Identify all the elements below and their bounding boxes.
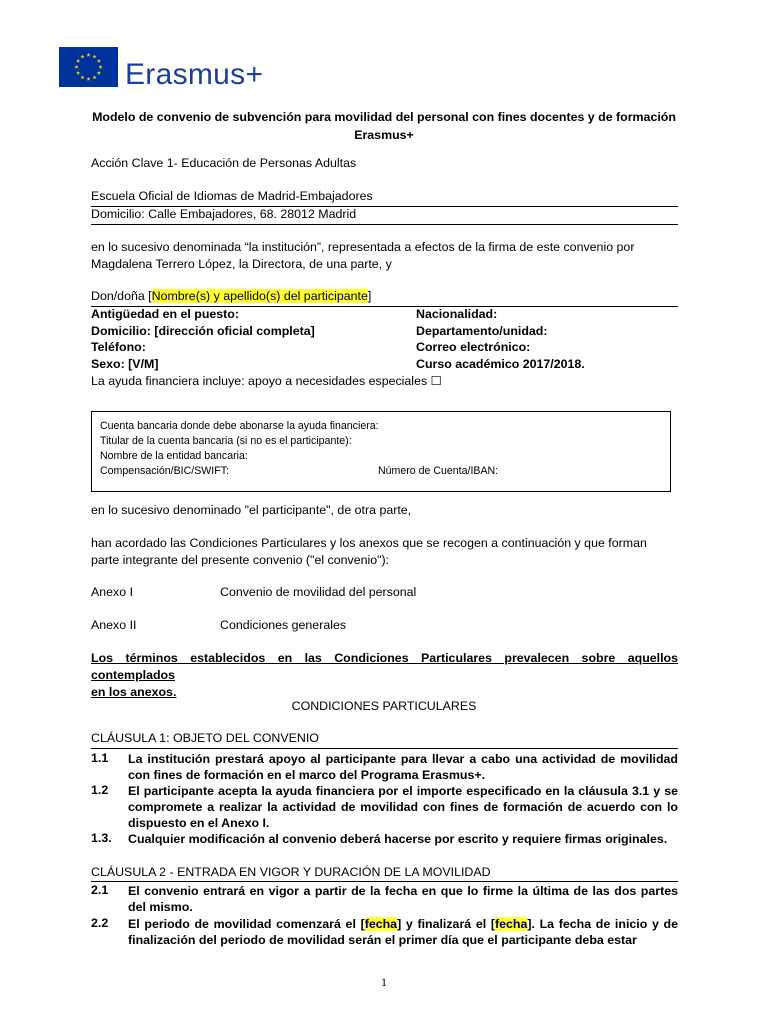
eu-star <box>75 65 79 69</box>
eu-star <box>76 71 80 75</box>
title-line-1: Modelo de convenio de subvención para movilidad del personal con fines docentes y de formación <box>92 110 676 124</box>
participant-name-line <box>91 289 371 303</box>
erasmus-logo-text: Erasmus+ <box>125 58 264 91</box>
sex-label: Sexo: [V/M] <box>91 356 159 371</box>
eu-star <box>87 53 91 57</box>
title-line-2: Erasmus+ <box>354 128 414 142</box>
swift-label: Compensación/BIC/SWIFT: <box>100 465 229 477</box>
institution-name: Escuela Oficial de Idiomas de Madrid-Embajadores <box>91 189 373 203</box>
phone-label: Teléfono: <box>91 340 146 354</box>
participant-suffix: ] <box>367 289 372 303</box>
iban-label: Número de Cuenta/IBAN: <box>378 465 499 477</box>
participant-details-right <box>416 306 585 372</box>
representation-line-2: Magdalena Terrero López, la Directora, de una parte, y <box>91 257 392 271</box>
page-number: 1 <box>381 975 387 989</box>
participant-details-left <box>91 306 315 372</box>
agreement-line-2: parte integrante del presente convenio ("el convenio"): <box>91 553 390 567</box>
institution-representation <box>91 239 678 273</box>
prevail-statement <box>91 650 678 701</box>
email-label: Correo electrónico: <box>416 340 531 354</box>
agreement-line-1: han acordado las Condiciones Particulares y los anexos que se recogen a continuación y que forman <box>91 536 647 550</box>
bank-name-label: Nombre de la entidad bancaria: <box>100 450 248 462</box>
institution-address: Domicilio: Calle Embajadores, 68. 28012 Madrid <box>91 207 357 221</box>
clause-2-1-text: El convenio entrará en vigor a partir de la fecha en que lo firme la última de las dos partes del mismo. <box>128 884 678 914</box>
divider <box>91 881 678 882</box>
clause-2-2-part-1: El periodo de movilidad comenzará el [ <box>128 917 365 931</box>
clause-1-heading: CLÁUSULA 1: OBJETO DEL CONVENIO <box>91 731 319 745</box>
clause-2-2-part-2: ] y finalizará el [ <box>397 917 495 931</box>
clause-2-2-part-3: ]. La fecha de inicio y de finalización del periodo de movilidad serán el primer día que el participante deba estar <box>128 917 678 947</box>
clause-2-2-number: 2.2 <box>91 916 109 930</box>
eu-star <box>99 65 103 69</box>
document-title <box>60 108 708 144</box>
annex-1-text: Convenio de movilidad del personal <box>220 585 417 599</box>
bank-account-label: Cuenta bancaria donde debe abonarse la ayuda financiera: <box>100 420 379 432</box>
eu-star <box>81 75 85 79</box>
clause-1-3-number: 1.3. <box>91 831 112 845</box>
account-holder-label: Titular de la cuenta bancaria (si no es el participante): <box>100 435 352 447</box>
eu-star <box>93 75 97 79</box>
eu-star <box>97 71 101 75</box>
clause-2-1-number: 2.1 <box>91 883 109 897</box>
eu-flag-icon <box>59 47 118 87</box>
agreement-paragraph <box>91 535 678 569</box>
nationality-label: Nacionalidad: <box>416 307 498 321</box>
eu-star <box>76 59 80 63</box>
start-date-placeholder: fecha <box>364 917 398 931</box>
key-action: Acción Clave 1- Educación de Personas Adultas <box>91 156 357 170</box>
clause-1-1-number: 1.1 <box>91 751 109 765</box>
clause-2-heading: CLÁUSULA 2 - ENTRADA EN VIGOR Y DURACIÓN DE LA MOVILIDAD <box>91 865 491 879</box>
conditions-heading: CONDICIONES PARTICULARES <box>291 699 477 713</box>
divider <box>91 224 678 225</box>
clause-1-3-text: Cualquier modificación al convenio deberá hacerse por escrito y requiere firmas originales. <box>128 832 668 846</box>
annex-1-label: Anexo I <box>91 585 134 599</box>
prevail-line-2: en los anexos. <box>91 685 177 699</box>
eu-star <box>93 55 97 59</box>
representation-line-1: en lo sucesivo denominada “la institución”, representada a efectos de la firma de este convenio por <box>91 240 635 254</box>
eu-star <box>81 55 85 59</box>
clause-1-1-text: La institución prestará apoyo al participante para llevar a cabo una actividad de movilidad con fines de formación en el marco del Programa Erasmus+. <box>128 752 678 782</box>
seniority-label: Antigüedad en el puesto: <box>91 307 240 321</box>
academic-year-label: Curso académico 2017/2018. <box>416 356 585 371</box>
clause-1-2-number: 1.2 <box>91 783 109 797</box>
department-label: Departamento/unidad: <box>416 323 548 338</box>
prevail-line-1: Los términos establecidos en las Condiciones Particulares prevalecen sobre aquellos contemplados <box>91 651 678 682</box>
annex-2-text: Condiciones generales <box>220 618 347 632</box>
eu-star <box>87 77 91 81</box>
special-needs-line: La ayuda financiera incluye: apoyo a necesidades especiales ☐ <box>91 374 442 388</box>
divider <box>91 748 678 749</box>
address-label: Domicilio: [dirección oficial completa] <box>91 323 315 338</box>
participant-name-placeholder: Nombre(s) y apellido(s) del participante <box>151 289 368 303</box>
clause-2-2-text <box>128 916 678 948</box>
participant-designation: en lo sucesivo denominado "el participante", de otra parte, <box>91 503 412 517</box>
participant-prefix: Don/doña [ <box>91 289 152 303</box>
annex-2-label: Anexo II <box>91 618 137 632</box>
clause-1-2-text: El participante acepta la ayuda financiera por el importe especificado en la cláusula 3.1 y se compromete a realizar la actividad de movilidad con fines de formación de acuerdo con lo dispuesto en el Anexo I. <box>128 784 678 830</box>
end-date-placeholder: fecha <box>494 917 528 931</box>
eu-star <box>97 59 101 63</box>
